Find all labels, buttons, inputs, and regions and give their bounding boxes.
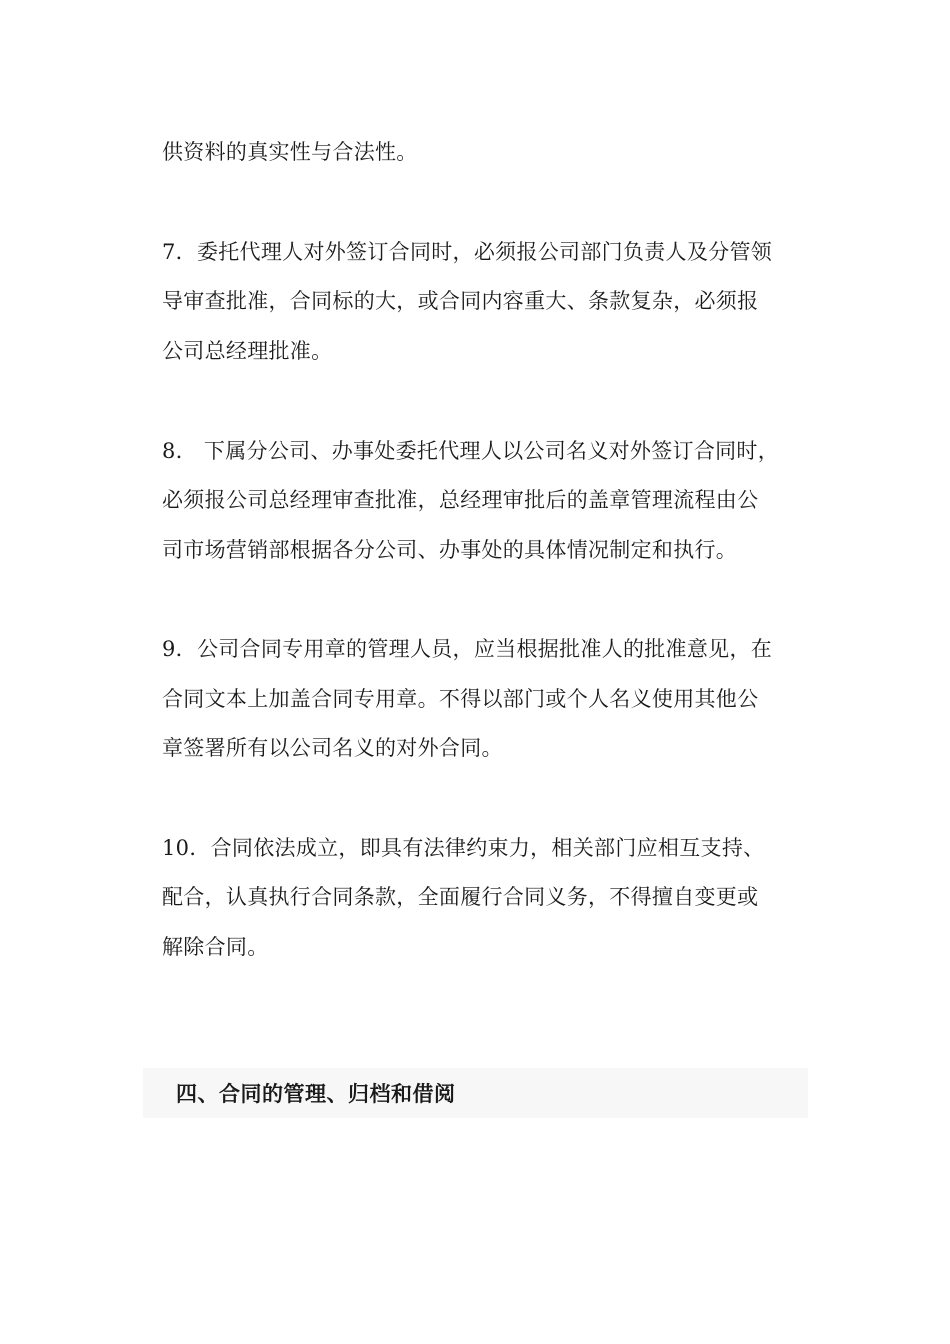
section-heading: 四、合同的管理、归档和借阅 [176,1081,456,1106]
paragraph-line: 配合，认真执行合同条款，全面履行合同义务，不得擅自变更或 [162,885,759,909]
paragraph-line: 8. 下属分公司、办事处委托代理人以公司名义对外签订合同时， [162,439,780,463]
paragraph-line: 公司总经理批准。 [162,339,333,363]
paragraph-line: 10．合同依法成立，即具有法律约束力，相关部门应相互支持、 [162,836,765,860]
paragraph-line: 7．委托代理人对外签订合同时，必须报公司部门负责人及分管领 [162,240,773,264]
paragraph-line: 章签署所有以公司名义的对外合同。 [162,736,503,760]
paragraph-line: 司市场营销部根据各分公司、办事处的具体情况制定和执行。 [162,538,738,562]
paragraph-line: 供资料的真实性与合法性。 [162,140,418,164]
paragraph-line: 9．公司合同专用章的管理人员，应当根据批准人的批准意见，在 [162,637,773,661]
paragraph-line: 合同文本上加盖合同专用章。不得以部门或个人名义使用其他公 [162,687,759,711]
paragraph-line: 导审查批准，合同标的大，或合同内容重大、条款复杂，必须报 [162,289,759,313]
paragraph-line: 解除合同。 [162,935,269,959]
paragraph-line: 必须报公司总经理审查批准，总经理审批后的盖章管理流程由公 [162,488,759,512]
